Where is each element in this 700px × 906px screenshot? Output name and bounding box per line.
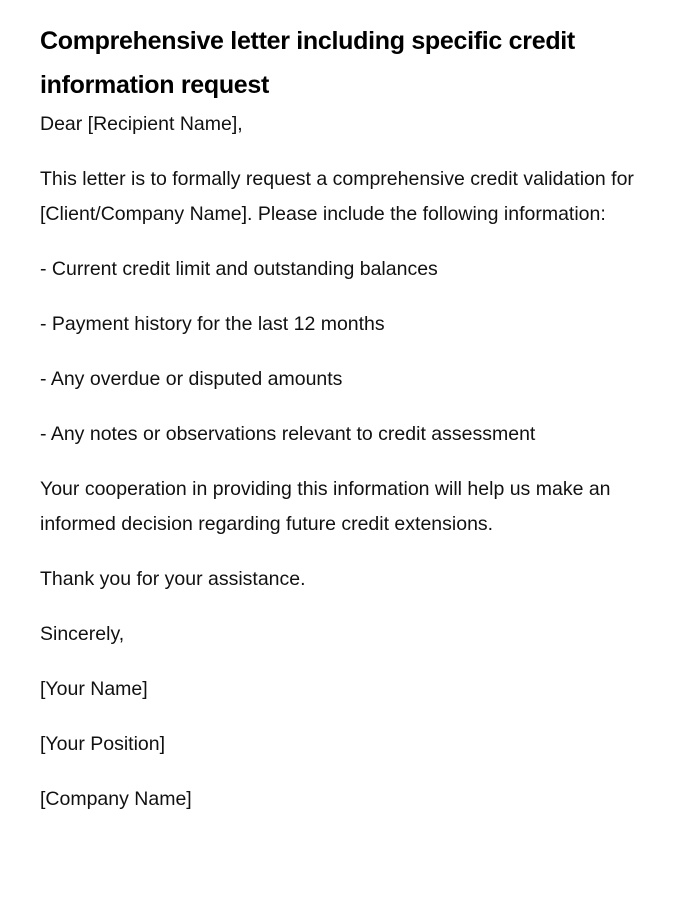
signature-block	[40, 672, 660, 817]
requested-info-list	[40, 252, 660, 452]
thanks-line: Thank you for your assistance.	[40, 568, 306, 590]
list-item: - Any notes or observations relevant to credit assessment	[40, 423, 536, 445]
signature-position: [Your Position]	[40, 733, 166, 755]
signature-company: [Company Name]	[40, 788, 192, 810]
greeting: Dear [Recipient Name],	[40, 113, 243, 135]
list-item: - Current credit limit and outstanding balances	[40, 258, 438, 280]
closing-paragraph: Your cooperation in providing this information will help us make an informed decision regarding future credit extensions.	[40, 478, 611, 535]
signature-name: [Your Name]	[40, 678, 148, 700]
document-title: Comprehensive letter including specific credit information request	[40, 27, 575, 99]
intro-paragraph: This letter is to formally request a comprehensive credit validation for [Client/Company Name]. Please include the following information:	[40, 168, 634, 225]
list-item: - Payment history for the last 12 months	[40, 313, 385, 335]
sign-off: Sincerely,	[40, 623, 125, 645]
list-item: - Any overdue or disputed amounts	[40, 368, 343, 390]
